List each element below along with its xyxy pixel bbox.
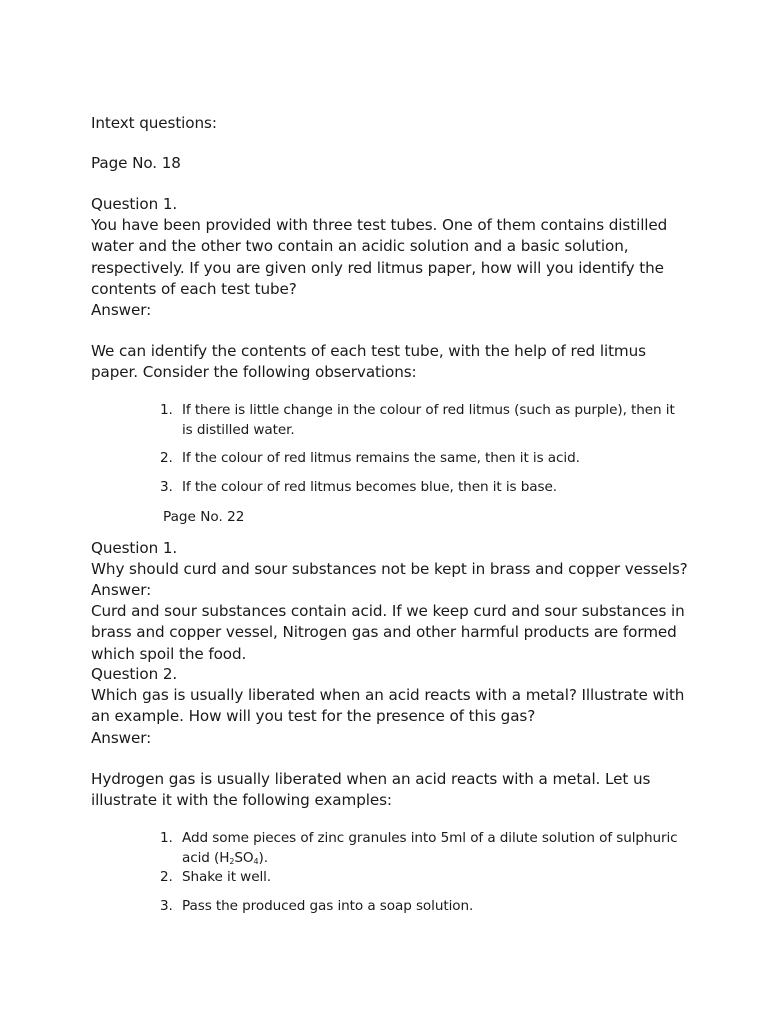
list-item <box>160 897 680 917</box>
list-number: 3. <box>160 478 173 495</box>
question-text: Why should curd and sour substances not be kept in brass and copper vessels? <box>91 560 688 578</box>
list-item <box>160 449 680 469</box>
list-item-text: Shake it well. <box>182 869 272 885</box>
answer-intro: Hydrogen gas is usually liberated when an acid reacts with a metal. Let us illustrate it with the following examples: <box>91 770 651 810</box>
list-item <box>160 829 680 868</box>
answer-label: Answer: <box>91 581 152 599</box>
observations-list <box>160 401 680 497</box>
list-item-text: Add some pieces of zinc granules into 5ml of a dilute solution of sulphuric acid $(H_2SO_4)$. <box>182 830 678 866</box>
list-item-text: If there is little change in the colour of red litmus (such as purple), then it is distilled water. <box>182 402 675 438</box>
list-item-text: If the colour of red litmus becomes blue, then it is base. <box>182 478 557 495</box>
question-label: Question 1. <box>91 539 178 557</box>
page-reference: Page No. 22 <box>163 509 245 525</box>
list-item <box>160 401 680 440</box>
list-item <box>160 478 680 498</box>
answer-label: Answer: <box>91 301 152 319</box>
steps-list <box>160 829 680 916</box>
question-text: Which gas is usually liberated when an acid reacts with a metal? Illustrate with an example. How will you test for the presence of this gas? <box>91 686 685 726</box>
list-item-text: Pass the produced gas into a soap solution. <box>182 897 474 914</box>
list-number: 2. <box>160 869 173 885</box>
answer-text: Curd and sour substances contain acid. If we keep curd and sour substances in brass and copper vessel, Nitrogen gas and other harmful products are formed which spoil the food. <box>91 602 685 663</box>
list-item <box>160 868 680 888</box>
question-label: Question 1. <box>91 195 178 213</box>
answer-label: Answer: <box>91 729 152 747</box>
list-number: 1. <box>160 402 173 418</box>
question-label: Question 2. <box>91 665 178 683</box>
question-text: You have been provided with three test tubes. One of them contains distilled water and the other two contain an acidic solution and a basic solution, respectively. If you are given only red litmus paper, how will you identify the contents of each test tube? <box>91 216 668 298</box>
intext-heading: Intext questions: <box>91 114 217 132</box>
page-reference: Page No. 18 <box>91 154 181 172</box>
list-number: 3. <box>160 897 173 914</box>
list-item-text: If the colour of red litmus remains the same, then it is acid. <box>182 450 580 466</box>
answer-intro: We can identify the contents of each test tube, with the help of red litmus paper. Consider the following observations: <box>91 342 646 382</box>
list-number: 2. <box>160 450 173 466</box>
list-number: 1. <box>160 830 173 846</box>
